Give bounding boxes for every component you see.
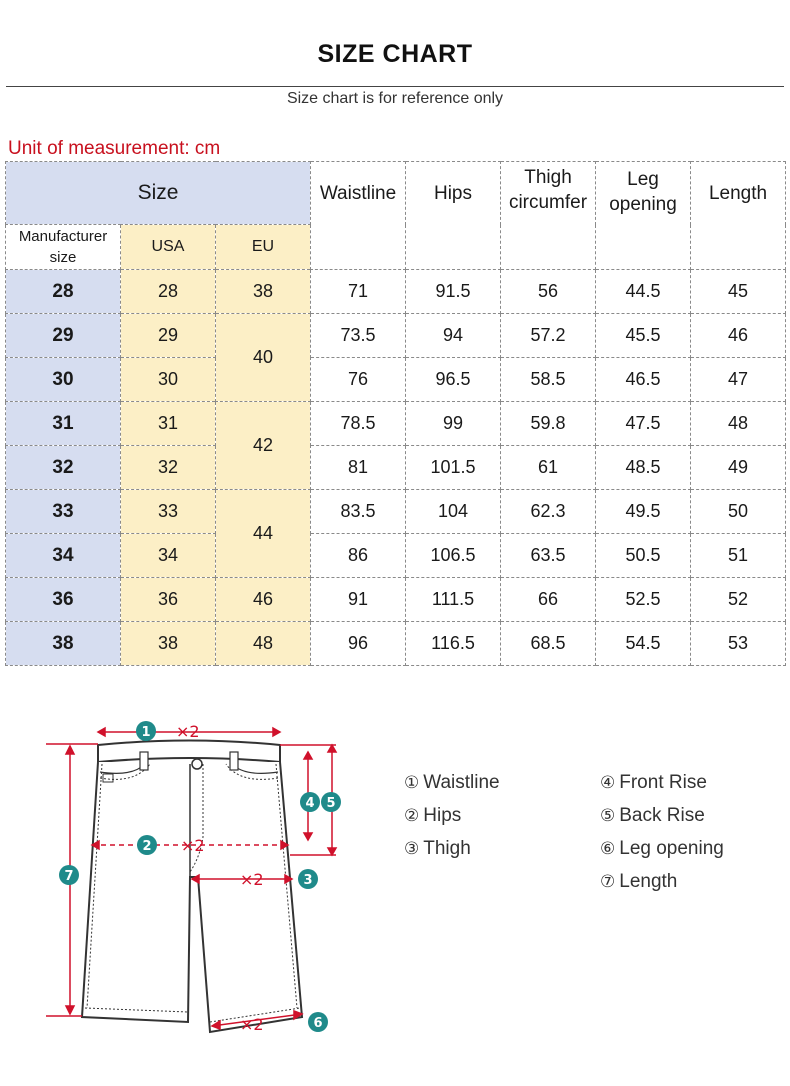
manufacturer-size-cell: 34 [6, 534, 121, 578]
hips-header: Hips [406, 162, 501, 270]
marker-5-label: 5 [326, 796, 336, 811]
usa-size-cell: 36 [121, 578, 216, 622]
size-header: Size [6, 162, 311, 225]
table-row [6, 402, 786, 446]
page-title: SIZE CHART [317, 40, 473, 68]
table-row [6, 358, 786, 402]
leg-opening-cell: 44.5 [596, 270, 691, 314]
length-cell: 51 [691, 534, 786, 578]
manufacturer-size-cell: 28 [6, 270, 121, 314]
waistline-cell: 83.5 [311, 490, 406, 534]
thigh-cell: 68.5 [501, 622, 596, 666]
page-subtitle: Size chart is for reference only [286, 90, 504, 107]
eu-size-cell: 42 [216, 402, 311, 490]
leg-opening-cell: 48.5 [596, 446, 691, 490]
thigh-cell: 57.2 [501, 314, 596, 358]
length-cell: 53 [691, 622, 786, 666]
usa-size-cell: 30 [121, 358, 216, 402]
legend-item-length: ⑦ Length [600, 871, 678, 892]
waistline-cell: 96 [311, 622, 406, 666]
length-cell: 45 [691, 270, 786, 314]
manufacturer-size-cell: 33 [6, 490, 121, 534]
table-row [6, 314, 786, 358]
marker-2-label: 2 [142, 839, 152, 854]
manufacturer-size-cell: 36 [6, 578, 121, 622]
hips-cell: 94 [406, 314, 501, 358]
thigh-cell: 62.3 [501, 490, 596, 534]
eu-size-cell: 44 [216, 490, 311, 578]
waistline-header: Waistline [311, 162, 406, 270]
thigh-cell: 66 [501, 578, 596, 622]
thigh-cell: 63.5 [501, 534, 596, 578]
table-row [6, 622, 786, 666]
length-cell: 49 [691, 446, 786, 490]
usa-size-cell: 29 [121, 314, 216, 358]
size-table [5, 161, 786, 666]
hips-cell: 96.5 [406, 358, 501, 402]
table-row [6, 270, 786, 314]
waistline-cell: 86 [311, 534, 406, 578]
manufacturer-size-cell: 38 [6, 622, 121, 666]
eu-header: EU [216, 225, 311, 270]
waistline-cell: 76 [311, 358, 406, 402]
manufacturer-size-header: Manufacturer size [6, 225, 121, 270]
thigh-cell: 61 [501, 446, 596, 490]
waistline-multiplier: ×2 [176, 722, 200, 741]
waistline-cell: 91 [311, 578, 406, 622]
thigh-header: Thigh circumfer [501, 162, 596, 270]
hips-cell: 106.5 [406, 534, 501, 578]
table-row [6, 446, 786, 490]
usa-header: USA [121, 225, 216, 270]
legend-item-thigh: ③ Thigh [404, 838, 471, 859]
marker-1-label: 1 [141, 725, 151, 740]
table-row [6, 534, 786, 578]
manufacturer-size-cell: 31 [6, 402, 121, 446]
measurement-legend [404, 772, 784, 902]
length-cell: 46 [691, 314, 786, 358]
length-cell: 52 [691, 578, 786, 622]
hips-cell: 99 [406, 402, 501, 446]
leg-opening-cell: 52.5 [596, 578, 691, 622]
leg-opening-cell: 45.5 [596, 314, 691, 358]
shorts-measurement-diagram [40, 712, 360, 1062]
legend-item-front-rise: ④ Front Rise [600, 772, 707, 793]
eu-size-cell: 38 [216, 270, 311, 314]
legend-item-waistline: ① Waistline [404, 772, 500, 793]
length-cell: 48 [691, 402, 786, 446]
hips-cell: 101.5 [406, 446, 501, 490]
usa-size-cell: 31 [121, 402, 216, 446]
usa-size-cell: 33 [121, 490, 216, 534]
waistline-cell: 78.5 [311, 402, 406, 446]
hips-cell: 116.5 [406, 622, 501, 666]
legend-item-back-rise: ⑤ Back Rise [600, 805, 705, 826]
leg-opening-header: Leg opening [596, 162, 691, 270]
leg-opening-cell: 49.5 [596, 490, 691, 534]
thigh-cell: 58.5 [501, 358, 596, 402]
length-cell: 50 [691, 490, 786, 534]
usa-size-cell: 34 [121, 534, 216, 578]
waistline-cell: 71 [311, 270, 406, 314]
marker-6-label: 6 [313, 1016, 323, 1031]
manufacturer-size-cell: 30 [6, 358, 121, 402]
thigh-cell: 56 [501, 270, 596, 314]
leg-opening-multiplier: ×2 [240, 1015, 264, 1034]
eu-size-cell: 40 [216, 314, 311, 402]
unit-note: Unit of measurement: cm [8, 138, 221, 159]
table-row [6, 490, 786, 534]
eu-size-cell: 46 [216, 578, 311, 622]
hips-cell: 91.5 [406, 270, 501, 314]
hips-cell: 104 [406, 490, 501, 534]
eu-size-cell: 48 [216, 622, 311, 666]
legend-item-leg-opening: ⑥ Leg opening [600, 838, 724, 859]
usa-size-cell: 32 [121, 446, 216, 490]
length-header: Length [691, 162, 786, 270]
leg-opening-cell: 54.5 [596, 622, 691, 666]
usa-size-cell: 38 [121, 622, 216, 666]
waistline-cell: 73.5 [311, 314, 406, 358]
usa-size-cell: 28 [121, 270, 216, 314]
marker-7-label: 7 [64, 869, 74, 884]
manufacturer-size-cell: 29 [6, 314, 121, 358]
leg-opening-cell: 46.5 [596, 358, 691, 402]
marker-3-label: 3 [303, 873, 313, 888]
legend-item-hips: ② Hips [404, 805, 462, 826]
manufacturer-size-cell: 32 [6, 446, 121, 490]
shorts-outline [82, 762, 302, 1032]
length-cell: 47 [691, 358, 786, 402]
leg-opening-cell: 47.5 [596, 402, 691, 446]
table-row [6, 578, 786, 622]
leg-opening-cell: 50.5 [596, 534, 691, 578]
shorts-button [192, 759, 202, 769]
thigh-cell: 59.8 [501, 402, 596, 446]
marker-4-label: 4 [305, 796, 315, 811]
shorts-waistband [98, 741, 280, 763]
hips-multiplier: ×2 [181, 836, 205, 855]
hips-cell: 111.5 [406, 578, 501, 622]
waistline-cell: 81 [311, 446, 406, 490]
thigh-multiplier: ×2 [240, 870, 264, 889]
title-divider [6, 86, 784, 87]
